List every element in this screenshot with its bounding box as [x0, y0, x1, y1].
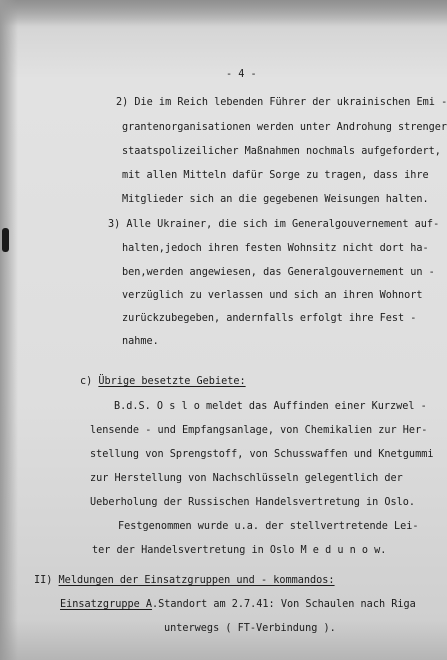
section-c-prefix: c) — [80, 376, 99, 387]
item3-line-5: zurückzubegeben, andernfalls erfolgt ihre Fest - — [122, 313, 417, 324]
item2-line-5: Mitglieder sich an die gegebenen Weisungen halten. — [122, 194, 429, 205]
section-c-title: Übrige besetzte Gebiete: — [98, 376, 246, 387]
section-c-heading — [80, 376, 246, 388]
section-c-para1-line-4: zur Herstellung von Nachschlüsseln gelegentlich der — [90, 473, 403, 484]
item3-line-2: halten,jedoch ihren festen Wohnsitz nicht dort ha- — [122, 243, 429, 254]
punch-hole — [2, 228, 9, 252]
section-c-para2-line-2: ter der Handelsvertretung in Oslo M e d u n o w. — [92, 545, 387, 556]
section-II-title: Meldungen der Einsatzgruppen und - kommandos: — [58, 575, 335, 586]
scan-shadow-top — [0, 0, 447, 26]
item2-line-3: staatspolizeilicher Maßnahmen nochmals aufgefordert, — [122, 146, 441, 157]
item2-line-2: grantenorganisationen werden unter Androhung strenger — [122, 122, 447, 133]
einsatzgruppe-line-1 — [60, 599, 416, 611]
item3-line-3: ben,werden angewiesen, das Generalgouvernement un - — [122, 267, 435, 278]
section-c-para1-line-3: stellung von Sprengstoff, von Schusswaffen und Knetgummi — [90, 449, 434, 460]
item3-line-6: nahme. — [122, 336, 159, 347]
section-II-heading — [34, 575, 335, 587]
section-c-para2-line-1: Festgenommen wurde u.a. der stellvertretende Lei- — [118, 521, 419, 532]
einsatzgruppe-label: Einsatzgruppe A — [60, 599, 153, 610]
section-II-prefix: II) — [34, 575, 59, 586]
item3-line-1: 3) Alle Ukrainer, die sich im Generalgouvernement auf- — [108, 219, 440, 230]
section-c-para1-line-2: lensende - und Empfangsanlage, von Chemikalien zur Her- — [90, 425, 428, 436]
einsatzgruppe-line-2: unterwegs ( FT-Verbindung ). — [164, 623, 336, 634]
item2-line-1: 2) Die im Reich lebenden Führer der ukrainischen Emi - — [116, 97, 447, 108]
einsatzgruppe-rest: .Standort am 2.7.41: Von Schaulen nach Riga — [152, 599, 416, 610]
scan-shadow-left — [0, 0, 18, 660]
section-c-para1-line-1: B.d.S. O s l o meldet das Auffinden einer Kurzwel - — [114, 401, 427, 412]
item3-line-4: verzüglich zu verlassen und sich an ihren Wohnort — [122, 290, 423, 301]
item2-line-4: mit allen Mitteln dafür Sorge zu tragen, dass ihre — [122, 170, 429, 181]
section-c-para1-line-5: Ueberholung der Russischen Handelsvertretung in Oslo. — [90, 497, 416, 508]
page-number: - 4 - — [226, 69, 257, 80]
